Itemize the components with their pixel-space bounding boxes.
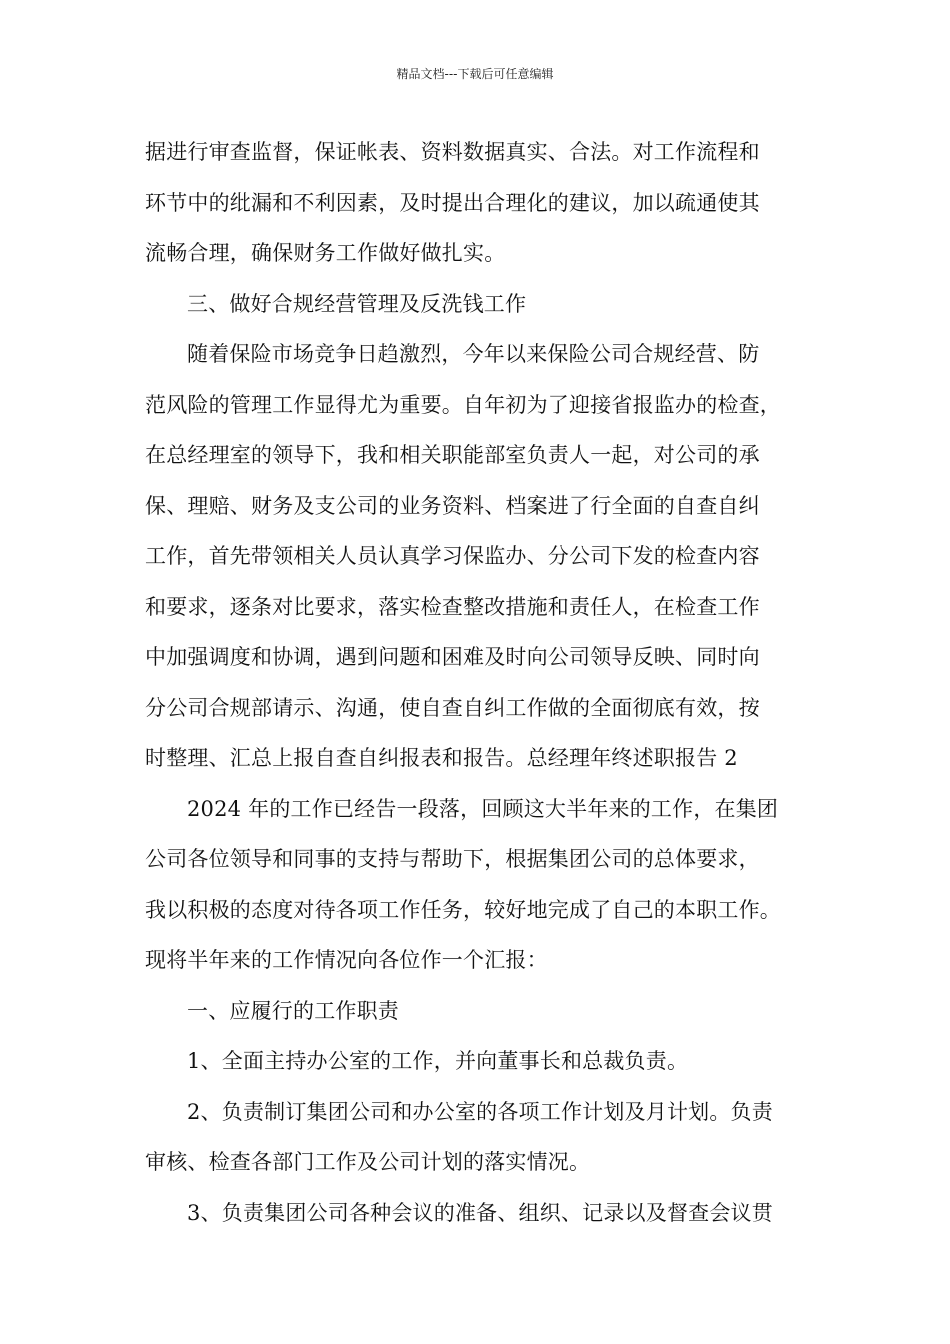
page-header: 精品文档---下载后可任意编辑 (396, 67, 554, 81)
document-body (145, 127, 820, 1238)
text-line: 时整理、汇总上报自查自纠报表和报告。总经理年终述职报告 2 (145, 746, 738, 770)
text-line: 我以积极的态度对待各项工作任务，较好地完成了自己的本职工作。 (145, 897, 781, 922)
text-line: 审核、检查各部门工作及公司计划的落实情况。 (145, 1150, 591, 1174)
text-line: 范风险的管理工作显得尤为重要。自年初为了迎接省报监办的检查， (145, 392, 781, 417)
list-item: 3、负责集团公司各种会议的准备、组织、记录以及督查会议贯 (187, 1200, 773, 1225)
text-line: 2024 年的工作已经告一段落，回顾这大半年来的工作，在集团 (187, 796, 779, 821)
text-line: 据进行审查监督，保证帐表、资料数据真实、合法。对工作流程和 (145, 140, 760, 164)
section-heading: 一、应履行的工作职责 (187, 998, 399, 1023)
text-line: 工作，首先带领相关人员认真学习保监办、分公司下发的检查内容 (145, 544, 760, 568)
text-line: 随着保险市场竞争日趋激烈，今年以来保险公司合规经营、防 (187, 342, 760, 366)
text-line: 中加强调度和协调，遇到问题和困难及时向公司领导反映、同时向 (145, 645, 760, 669)
text-line: 现将半年来的工作情况向各位作一个汇报： (145, 948, 548, 972)
text-line: 公司各位领导和同事的支持与帮助下，根据集团公司的总体要求， (145, 847, 760, 871)
list-item: 1、全面主持办公室的工作，并向董事长和总裁负责。 (187, 1049, 689, 1073)
list-item: 2、负责制订集团公司和办公室的各项工作计划及月计划。负责 (187, 1099, 773, 1124)
section-heading: 三、做好合规经营管理及反洗钱工作 (187, 291, 527, 316)
text-line: 和要求，逐条对比要求，落实检查整改措施和责任人，在检查工作 (145, 594, 760, 619)
text-line: 在总经理室的领导下，我和相关职能部室负责人一起，对公司的承 (145, 443, 760, 467)
text-line: 流畅合理，确保财务工作做好做扎实。 (145, 241, 506, 265)
text-line: 环节中的纰漏和不利因素，及时提出合理化的建议，加以疏通使其 (145, 190, 760, 215)
text-line: 分公司合规部请示、沟通，使自查自纠工作做的全面彻底有效，按 (145, 695, 760, 720)
text-line: 保、理赔、财务及支公司的业务资料、档案进了行全面的自查自纠 (145, 493, 760, 518)
